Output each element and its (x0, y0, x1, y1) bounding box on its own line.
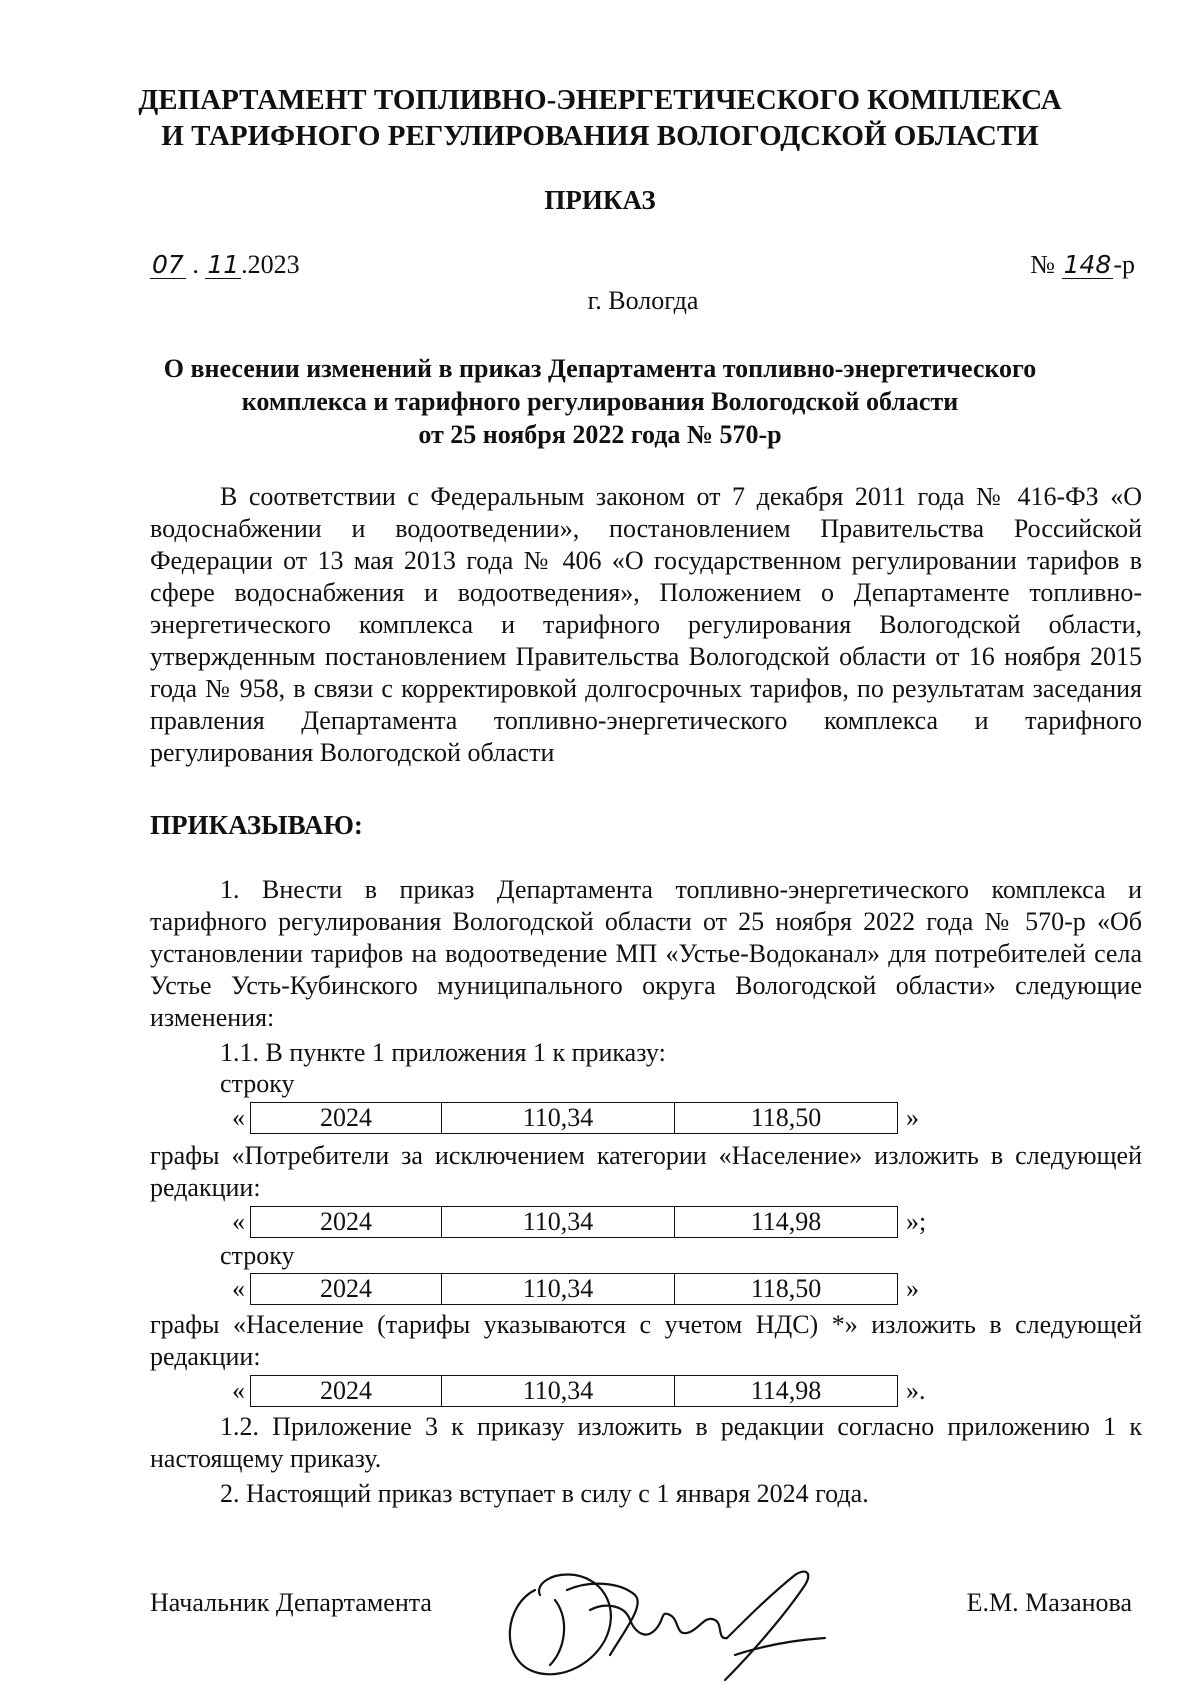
row-year: 2024 (251, 1103, 442, 1133)
tariff-row-1: « 2024 110,34 118,50 » (232, 1103, 919, 1132)
document-type: ПРИКАЗ (544, 185, 656, 215)
subject-line-2: комплекса и тарифного регулирования Вологодской области (241, 387, 959, 416)
item-1-paragraph: 1. Внести в приказ Департамента топливно-энергетического комплекса и тарифного регулирования Вологодской области от 25 ноября 2022 года № 570-р «Об установлении тарифов на водоотведение МП «Устье-Водоканал» для потребителей села Устье Усть-Кубинского муниципального округа Вологодской области» следующие изменения: (150, 875, 1142, 1032)
tariff-row-2: « 2024 110,34 114,98 »; (232, 1207, 927, 1236)
date-day: 07 (152, 250, 184, 279)
item-1-1-text: 1.1. В пункте 1 приложения 1 к приказу: (220, 1038, 666, 1067)
row-year: 2024 (251, 1376, 442, 1406)
signer-position: Начальник Департамента (150, 1588, 432, 1617)
row-value-1: 110,34 (442, 1376, 675, 1406)
stroku-label-2: строку (220, 1241, 295, 1270)
department-header (0, 82, 1200, 154)
date-year: .2023 (241, 250, 300, 279)
row-value-2: 118,50 (750, 1103, 822, 1132)
row-value-1: 110,34 (442, 1274, 675, 1304)
order-word: ПРИКАЗЫВАЮ: (150, 810, 363, 840)
handwritten-signature-icon (495, 1560, 875, 1690)
row-value-2: 114,98 (750, 1376, 822, 1405)
row-value-2: 114,98 (750, 1207, 822, 1236)
stroku-label-1: строку (220, 1069, 295, 1098)
tariff-row-4: « 2024 110,34 114,98 ». (232, 1376, 926, 1405)
signer-name: Е.М. Мазанова (966, 1588, 1132, 1617)
grafy-paragraph-1: графы «Потребители за исключением категории «Население» изложить в следующей редакции: (150, 1141, 1142, 1202)
signature-block (0, 1560, 1200, 1700)
tariff-row-3: « 2024 110,34 118,50 » (232, 1274, 919, 1303)
date-month: 11 (207, 250, 240, 279)
row-year: 2024 (251, 1274, 442, 1304)
item-1-2-paragraph: 1.2. Приложение 3 к приказу изложить в редакции согласно приложению 1 к настоящему приказу. (150, 1412, 1142, 1473)
item-2-paragraph: 2. Настоящий приказ вступает в силу с 1 января 2024 года. (220, 1479, 869, 1508)
number-value: 148 (1063, 250, 1112, 279)
department-line-2: И ТАРИФНОГО РЕГУЛИРОВАНИЯ ВОЛОГОДСКОЙ ОБЛАСТИ (161, 120, 1039, 152)
department-line-1: ДЕПАРТАМЕНТ ТОПЛИВНО-ЭНЕРГЕТИЧЕСКОГО КОМПЛЕКСА (138, 84, 1062, 116)
row-value-1: 110,34 (442, 1207, 675, 1237)
order-number (1030, 250, 1135, 280)
subject-line-1: О внесении изменений в приказ Департамента топливно-энергетического (163, 354, 1037, 383)
order-subject (0, 352, 1200, 451)
row-value-1: 110,34 (442, 1103, 675, 1133)
number-prefix: № (1030, 250, 1056, 279)
row-year: 2024 (251, 1207, 442, 1237)
grafy-paragraph-2: графы «Население (тарифы указываются с учетом НДС) *» изложить в следующей редакции: (150, 1310, 1142, 1371)
number-suffix: -р (1113, 250, 1135, 279)
preamble-paragraph: В соответствии с Федеральным законом от 7 декабря 2011 года № 416-ФЗ «О водоснабжении и водоотведении», постановлением Правительства Российской Федерации от 13 мая 2013 года № 406 «О государственном регулировании тарифов в сфере водоснабжения и водоотведения», Положением о Департаменте топливно-энергетического комплекса и тарифного регулирования Вологодской области, утвержденным постановлением Правительства Вологодской области от 16 ноября 2015 года № 958, в связи с корректировкой долгосрочных тарифов, по результатам заседания правления Департамента топливно-энергетического комплекса и тарифного регулирования Вологодской области (150, 482, 1142, 767)
order-date: 07 . 11.2023 (152, 250, 300, 279)
subject-line-3: от 25 ноября 2022 года № 570-р (418, 420, 782, 449)
city: г. Вологда (587, 286, 699, 315)
row-value-2: 118,50 (750, 1274, 822, 1303)
